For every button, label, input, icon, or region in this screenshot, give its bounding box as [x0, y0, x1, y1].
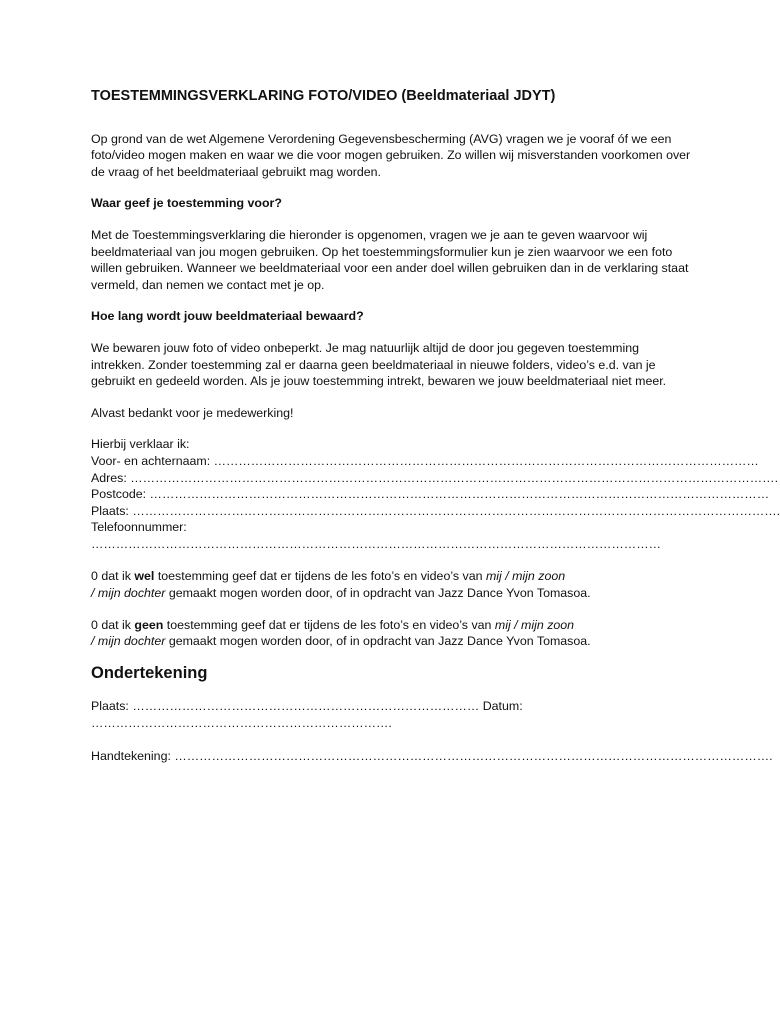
postcode-field[interactable]: Postcode: ……………………………………………………………………………………………………………………………………	[91, 487, 770, 502]
question-retention-heading: Hoe lang wordt jouw beeldmateriaal bewaard?	[91, 309, 364, 324]
document-content	[91, 88, 780, 764]
option-yes-who1: mij / mijn zoon	[485, 569, 566, 584]
question-consent-heading: Waar geef je toestemming voor?	[91, 196, 282, 211]
place-field[interactable]: Plaats: ………………………………………………………………………………………………………………………………………….	[91, 503, 780, 518]
address-field[interactable]: Adres: ………………………………………………………………………………………………………………………………………….	[91, 470, 779, 485]
signature-field[interactable]: Handtekening: ……………………………………………………………………………………………………………………………….	[91, 748, 773, 763]
option-yes-prefix: 0 dat ik	[91, 569, 135, 584]
option-consent-yes[interactable]	[91, 568, 691, 601]
phone-field[interactable]: …………………………………………………………………………………………………………………………	[91, 536, 661, 551]
signing-date-line[interactable]: ……………………………………………………………….	[91, 716, 392, 731]
option-yes-middle: toestemming geef dat er tijdens de les foto’s en video’s van	[154, 569, 486, 584]
option-yes-who2: / mijn dochter	[91, 586, 166, 601]
declaration-block	[91, 436, 780, 552]
option-no-who1: mij / mijn zoon	[494, 617, 575, 632]
option-no-end: gemaakt mogen worden door, of in opdracht van Jazz Dance Yvon Tomasoa.	[165, 634, 591, 649]
phone-label: Telefoonnummer:	[91, 520, 187, 535]
declaration-label: Hierbij verklaar ik:	[91, 437, 190, 452]
option-no-keyword: geen	[134, 617, 164, 632]
name-field[interactable]: Voor- en achternaam: ……………………………………………………………………………………………………………………	[91, 453, 759, 468]
option-no-middle: toestemming geef dat er tijdens de les foto’s en video’s van	[163, 617, 495, 632]
signing-place-date-field[interactable]: Plaats: ………………………………………………………………………… Datum:	[91, 699, 523, 714]
option-no-who2: / mijn dochter	[91, 634, 166, 649]
consent-paragraph: Met de Toestemmingsverklaring die hieronder is opgenomen, vragen we je aan te geven waarvoor wij beeldmateriaal van jou mogen gebruiken. Op het toestemmingsformulier kun je zien waarvoor we een foto willen gebruiken. Wanneer we beeldmateriaal voor een ander doel willen gebruiken dan in de verklaring staat vermeld, dan nemen we contact met je op.	[91, 227, 689, 292]
option-yes-end: gemaakt mogen worden door, of in opdracht van Jazz Dance Yvon Tomasoa.	[165, 586, 591, 601]
retention-paragraph: We bewaren jouw foto of video onbeperkt. Je mag natuurlijk altijd de door jou gegeven toestemming intrekken. Zonder toestemming zal er daarna geen beeldmateriaal in nieuwe folders, video’s e.d. van je gebruikt en gedeeld worden. Als je jouw toestemming intrekt, bewaren we jouw beeldmateriaal niet meer.	[91, 340, 667, 389]
signing-heading: Ondertekening	[91, 663, 208, 682]
document-title: TOESTEMMINGSVERKLARING FOTO/VIDEO (Beeldmateriaal JDYT)	[91, 88, 556, 104]
thanks-text: Alvast bedankt voor je medewerking!	[91, 405, 294, 420]
intro-paragraph: Op grond van de wet Algemene Verordening Gegevensbescherming (AVG) vragen we je vooraf óf we een foto/video mogen maken en waar we die voor mogen gebruiken. Zo willen wij misverstanden voorkomen over de vraag of het beeldmateriaal gebruikt mag worden.	[91, 131, 691, 179]
option-no-prefix: 0 dat ik	[91, 617, 135, 632]
option-yes-keyword: wel	[134, 569, 155, 584]
option-consent-no[interactable]	[91, 617, 691, 650]
